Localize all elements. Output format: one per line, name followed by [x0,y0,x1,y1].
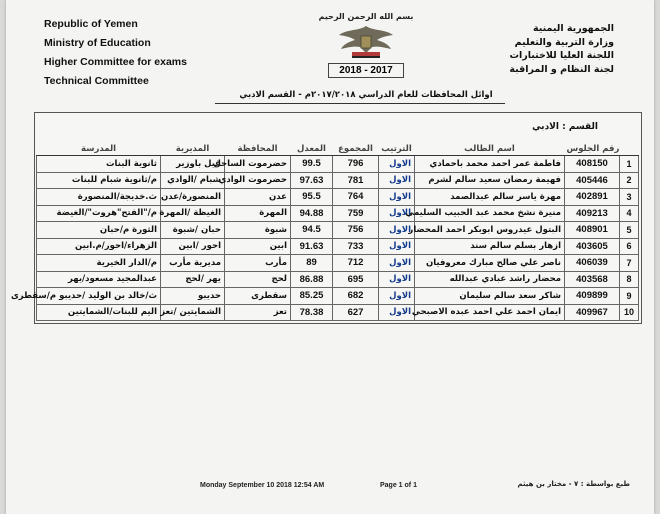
cell-directorate: شبام /الوادي [161,172,225,189]
cell-governorate: لحج [225,271,291,288]
cell-rank: الاول [379,189,415,206]
report-title: اوائل المحافظات للعام الدراسي ٢٠١٧/٢٠١٨م - القسم الادبي [239,90,493,100]
cell-student-name: شاكر سعد سالم سليمان [415,288,565,305]
basmala-text: بسم الله الرحمن الرحيم [318,12,414,21]
cell-governorate: ابين [225,238,291,255]
yemen-emblem-icon [331,23,401,61]
cell-total: 712 [333,255,379,272]
cell-index: 3 [620,189,639,206]
table-row [37,271,639,288]
cell-seat-number: 402891 [565,189,620,206]
cell-school: الزهراء/احور/م.ابين [37,238,161,255]
table-row [37,205,639,222]
footer-page-number: Page 1 of 1 [380,482,417,489]
cell-governorate: شبوة [225,222,291,239]
col-header-student-name: اسم الطالب [415,142,565,156]
cell-seat-number: 403568 [565,271,620,288]
cell-average: 85.25 [291,288,333,305]
table-row [37,172,639,189]
cell-rank: الاول [379,304,415,321]
cell-total: 733 [333,238,379,255]
cell-total: 764 [333,189,379,206]
cell-index: 8 [620,271,639,288]
cell-average: 86.88 [291,271,333,288]
table-row [37,288,639,305]
cell-index: 2 [620,172,639,189]
col-header-average: المعدل [291,142,333,156]
col-header-school: المدرسة [37,142,161,156]
cell-rank: الاول [379,238,415,255]
cell-seat-number: 408901 [565,222,620,239]
cell-rank: الاول [379,172,415,189]
cell-average: 99.5 [291,156,333,173]
cell-directorate: احور /ابين [161,238,225,255]
cell-student-name: منيرة نشخ محمد عبد الحبيب السليمي [415,205,565,222]
cell-school: م/الدار الخيرية [37,255,161,272]
cell-directorate: المنصورة/عدن [161,189,225,206]
cell-school: م/"الفتح"هروت"/الغيضة [37,205,161,222]
cell-index: 4 [620,205,639,222]
cell-directorate: يهر /لحج [161,271,225,288]
header-arabic-block [509,22,614,76]
cell-rank: الاول [379,288,415,305]
cell-governorate: تعز [225,304,291,321]
cell-index: 7 [620,255,639,272]
cell-total: 682 [333,288,379,305]
cell-student-name: فهيمة رمضان سعيد سالم لشرم [415,172,565,189]
cell-student-name: مهرة ياسر سالم عبدالصمد [415,189,565,206]
header-center-block [306,12,426,78]
cell-governorate: حضرموت الساحل [225,156,291,173]
cell-directorate: الغيظة /المهرة [161,205,225,222]
cell-directorate: الشمايتين /تعز [161,304,225,321]
col-header-seat-number: رقم الجلوس [566,143,620,154]
cell-school: اليم للبنات/الشمايتين [37,304,161,321]
cell-seat-number: 409967 [565,304,620,321]
cell-average: 94.5 [291,222,333,239]
col-header-total: المجموع [333,142,379,156]
cell-student-name: فاطمة عمر احمد محمد باحمادي [415,156,565,173]
cell-index: 6 [620,238,639,255]
cell-school: عبدالمجيد مسعود/يهر [37,271,161,288]
cell-average: 94.88 [291,205,333,222]
cell-directorate: مديرية مأرب [161,255,225,272]
cell-seat-number: 409213 [565,205,620,222]
table-row [37,189,639,206]
col-header-index [620,142,639,156]
academic-year-box: 2018 - 2017 [328,63,404,78]
cell-rank: الاول [379,222,415,239]
cell-seat-number: 408150 [565,156,620,173]
cell-directorate: حديبو [161,288,225,305]
cell-index: 10 [620,304,639,321]
cell-average: 91.63 [291,238,333,255]
cell-index: 9 [620,288,639,305]
col-header-directorate: المديرية [161,142,225,156]
cell-total: 796 [333,156,379,173]
cell-rank: الاول [379,205,415,222]
cell-average: 89 [291,255,333,272]
cell-average: 78.38 [291,304,333,321]
header-line-committee: Higher Committee for exams [44,56,187,68]
cell-total: 695 [333,271,379,288]
cell-total: 756 [333,222,379,239]
cell-student-name: محضار راشد عبادي عبدالله [415,271,565,288]
cell-total: 781 [333,172,379,189]
cell-total: 759 [333,205,379,222]
cell-index: 1 [620,156,639,173]
table-row [37,156,639,173]
col-header-rank: الترتيب [379,142,415,156]
cell-average: 97.63 [291,172,333,189]
cell-governorate: سقطرى [225,288,291,305]
table-row [37,255,639,272]
cell-student-name: ازهار بسلم سالم سند [415,238,565,255]
table-row [37,222,639,239]
footer-printed-by: طبع بواسطة : ٧ - مختار بن هيثم [517,480,630,488]
cell-seat-number: 405446 [565,172,620,189]
cell-governorate: حضرموت الوادي [225,172,291,189]
section-label: القسم : الادبي [532,122,598,132]
header-english-block [44,15,187,91]
col-header-governorate: المحافظة [225,142,291,156]
header-line-ministry: Ministry of Education [44,37,151,49]
table-row [37,238,639,255]
results-table [10,142,639,321]
header-line-country: Republic of Yemen [44,18,138,30]
cell-governorate: مأرب [225,255,291,272]
cell-seat-number: 403605 [565,238,620,255]
cell-rank: الاول [379,255,415,272]
cell-governorate: عدن [225,189,291,206]
cell-school: الثورة م/حبان [37,222,161,239]
cell-school: ثانوية البنات [37,156,161,173]
header-line-control-ar: لجنة النظام و المراقبة [509,63,614,75]
cell-student-name: ايمان احمد علي احمد عبده الاصبحي [415,304,565,321]
cell-student-name: ناصر علي صالح مبارك معروفيان [415,255,565,272]
cell-rank: الاول [379,156,415,173]
cell-seat-number: 409899 [565,288,620,305]
header-line-committee-ar: اللجنة العليا للاختبارات [509,50,614,61]
cell-rank: الاول [379,271,415,288]
header-line-ministry-ar: وزارة التربية والتعليم [514,36,614,48]
cell-directorate: حبان /شبوة [161,222,225,239]
header-line-technical: Technical Committee [44,75,149,87]
cell-total: 627 [333,304,379,321]
cell-directorate: غيل باوزير [161,156,225,173]
table-row [37,304,639,321]
header-line-country-ar: الجمهورية اليمنية [533,23,614,34]
cell-school: ث/خالد بن الوليد /حديبو م/سقطرى [37,288,161,305]
cell-index: 5 [620,222,639,239]
cell-school: م/ثانوية شبام للبنات [37,172,161,189]
cell-seat-number: 406039 [565,255,620,272]
cell-governorate: المهرة [225,205,291,222]
table-header-row [37,142,639,156]
cell-student-name: البتول عيدروس ابوبكر احمد المحضار [415,222,565,239]
footer-print-date: Monday September 10 2018 12:54 AM [200,482,325,489]
title-underline [215,103,505,104]
cell-average: 95.5 [291,189,333,206]
cell-school: ث.خديجة/المنصورة [37,189,161,206]
